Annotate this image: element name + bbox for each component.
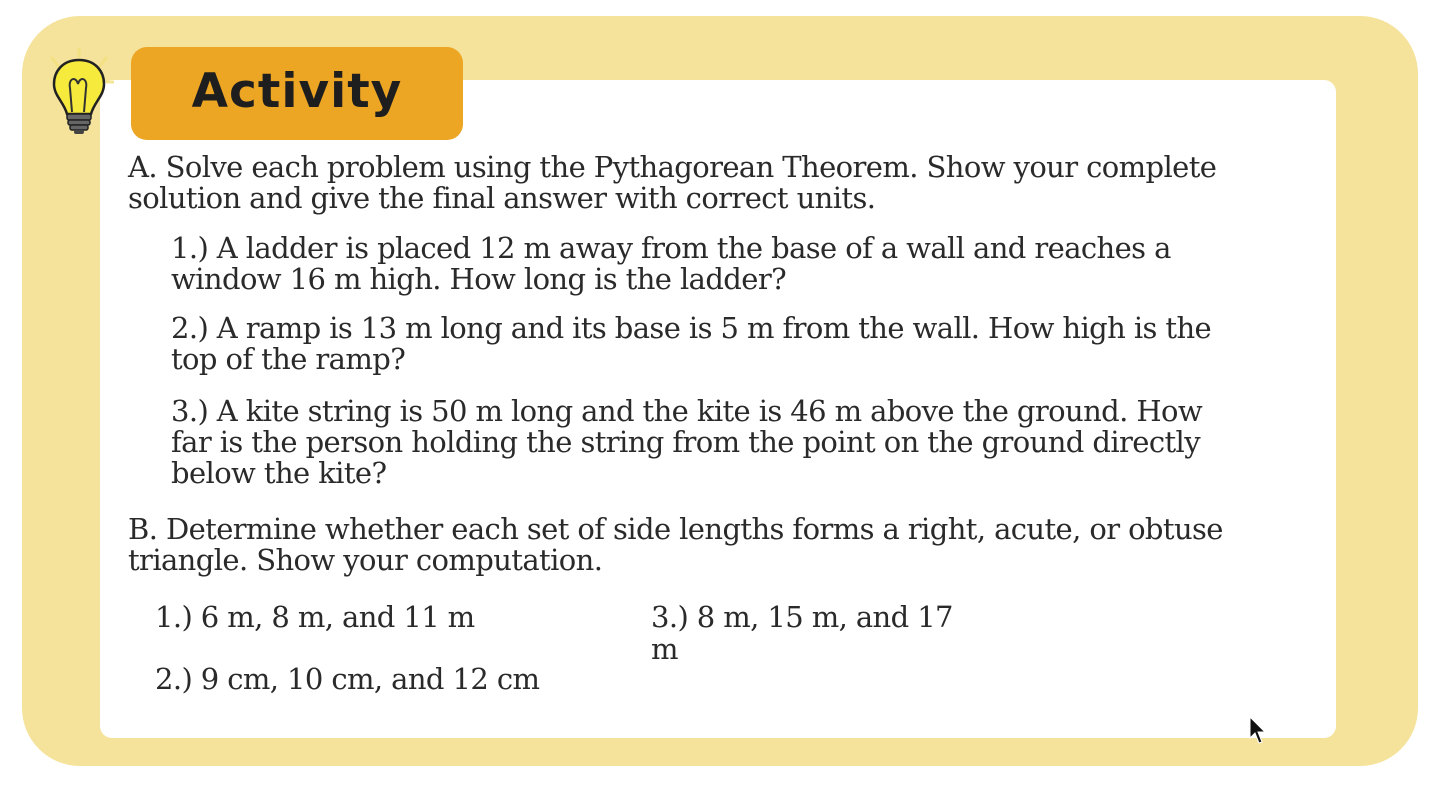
problem-a1-line1: 1.) A ladder is placed 12 m away from the base of a wall and reaches a	[171, 231, 1171, 265]
page-title: Activity	[191, 64, 403, 119]
problem-b2: 2.) 9 cm, 10 cm, and 12 cm	[155, 662, 540, 696]
problem-b3-wrap: m	[651, 632, 678, 666]
problem-a3-line2: far is the person holding the string from the point on the ground directly	[171, 425, 1201, 459]
lightbulb-icon	[44, 48, 114, 144]
section-a-instruction-line2: solution and give the final answer with correct units.	[128, 181, 876, 215]
problem-a2-line1: 2.) A ramp is 13 m long and its base is 5 m from the wall. How high is the	[171, 311, 1212, 345]
problem-a3-line3: below the kite?	[171, 456, 387, 490]
section-b-instruction-line1: B. Determine whether each set of side lengths forms a right, acute, or obtuse	[128, 512, 1223, 546]
section-a-instruction-line1: A. Solve each problem using the Pythagorean Theorem. Show your complete	[128, 150, 1217, 184]
mouse-cursor-icon	[1249, 716, 1267, 746]
activity-title-badge	[131, 47, 463, 140]
problem-a3-line1: 3.) A kite string is 50 m long and the kite is 46 m above the ground. How	[171, 394, 1203, 428]
problem-b3: 3.) 8 m, 15 m, and 17	[651, 600, 953, 634]
problem-a1-line2: window 16 m high. How long is the ladder?	[171, 262, 787, 296]
section-b-instruction-line2: triangle. Show your computation.	[128, 543, 603, 577]
problem-b1: 1.) 6 m, 8 m, and 11 m	[155, 600, 475, 634]
problem-a2-line2: top of the ramp?	[171, 342, 406, 376]
